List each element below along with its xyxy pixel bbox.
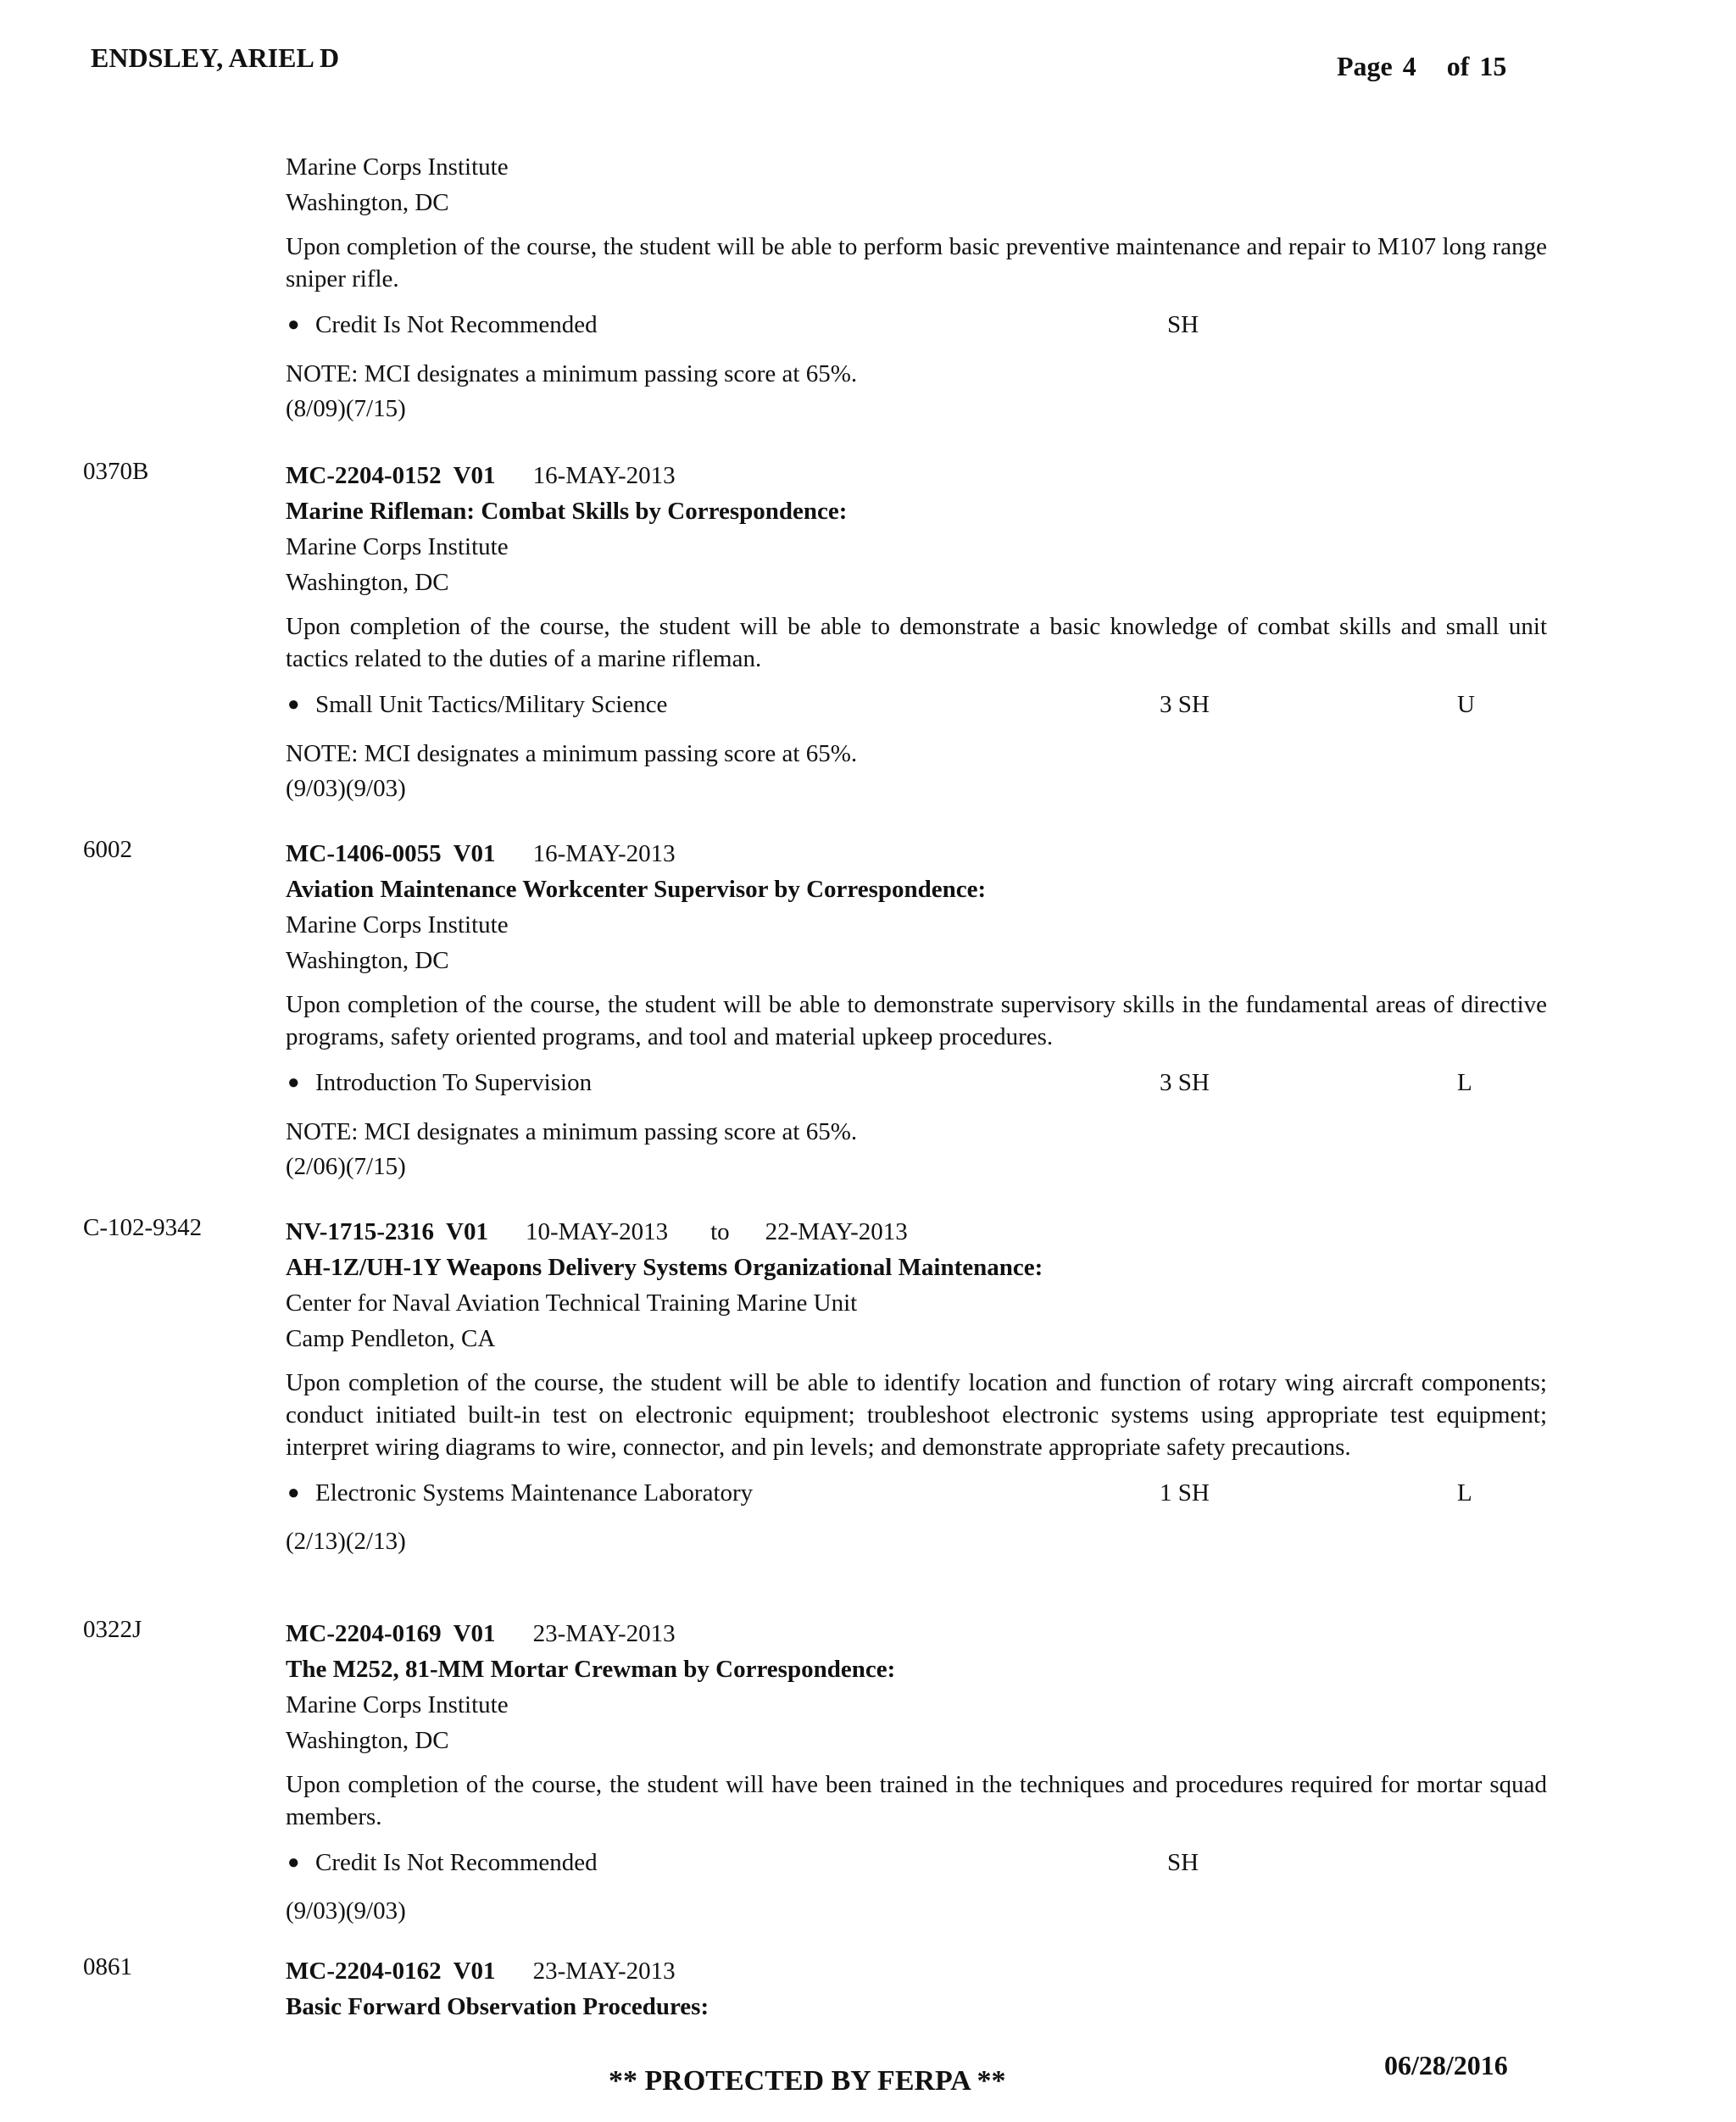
- credit-name: Credit Is Not Recommended: [315, 1849, 598, 1876]
- course-id-line: [286, 1214, 1547, 1250]
- credit-hours: 3 SH: [1160, 1069, 1210, 1096]
- course-school: Marine Corps Institute: [286, 153, 509, 181]
- course-description: Upon completion of the course, the student will be able to demonstrate a basic knowledge of combat skills and small unit tactics related to the duties of a marine rifleman.: [286, 613, 1547, 672]
- credit-name: Credit Is Not Recommended: [315, 311, 598, 338]
- page-total: of 15: [1446, 51, 1507, 81]
- course-id-line: [286, 1953, 1547, 1989]
- student-name: ENDSLEY, ARIEL D: [91, 42, 340, 73]
- course-code: 0370B: [83, 458, 149, 485]
- course-location: Washington, DC: [286, 189, 449, 216]
- course-location: Washington, DC: [286, 569, 449, 596]
- credit-name: Small Unit Tactics/Military Science: [315, 691, 668, 718]
- course-id-line: [286, 836, 1547, 872]
- course-note: NOTE: MCI designates a minimum passing score at 65%.: [286, 1118, 858, 1145]
- bullet-icon: ●: [287, 693, 300, 716]
- course-note: NOTE: MCI designates a minimum passing score at 65%.: [286, 740, 858, 767]
- course-id: MC-1406-0055 V01: [286, 840, 496, 867]
- credit-hours: SH: [1167, 1849, 1199, 1876]
- course-title: Aviation Maintenance Workcenter Supervisor by Correspondence:: [286, 876, 987, 903]
- bullet-icon: ●: [287, 1482, 300, 1504]
- course-id: MC-2204-0169 V01: [286, 1620, 496, 1647]
- course-title: AH-1Z/UH-1Y Weapons Delivery Systems Organizational Maintenance:: [286, 1254, 1043, 1281]
- course-revision: (2/13)(2/13): [286, 1528, 406, 1555]
- course-title: The M252, 81-MM Mortar Crewman by Correspondence:: [286, 1656, 896, 1683]
- date-range-separator: to: [710, 1218, 730, 1245]
- credit-name: Introduction To Supervision: [315, 1069, 593, 1096]
- credit-recommendation: [286, 304, 1547, 346]
- course-description: Upon completion of the course, the student will be able to perform basic preventive maintenance and repair to M107 long range sniper rifle.: [286, 233, 1547, 292]
- course-date: 16-MAY-2013: [532, 462, 676, 489]
- course-description: Upon completion of the course, the student will have been trained in the techniques and procedures required for mortar squad members.: [286, 1771, 1547, 1830]
- credit-level: U: [1457, 691, 1475, 718]
- course-id-line: [286, 458, 1547, 493]
- course-school: Marine Corps Institute: [286, 1691, 509, 1718]
- course-school: Center for Naval Aviation Technical Training Marine Unit: [286, 1289, 858, 1317]
- bullet-icon: ●: [287, 1852, 300, 1874]
- credit-recommendation: [286, 1061, 1547, 1104]
- course-location: Camp Pendleton, CA: [286, 1325, 496, 1352]
- course-revision: (9/03)(9/03): [286, 775, 406, 802]
- course-end-date: 22-MAY-2013: [765, 1218, 908, 1245]
- course-id: NV-1715-2316 V01: [286, 1218, 488, 1245]
- page-number: Page 4: [1337, 51, 1416, 81]
- course-id: MC-2204-0152 V01: [286, 462, 496, 489]
- course-date: 23-MAY-2013: [532, 1958, 676, 1985]
- course-code: 0322J: [83, 1616, 142, 1643]
- course-description: Upon completion of the course, the student will be able to identify location and function of rotary wing aircraft components; conduct initiated built-in test on electronic equipment; troubleshoot electronic systems using appropriate test equipment; interpret wiring diagrams to wire, connector, and pin levels; and demonstrate appropriate safety precautions.: [286, 1369, 1547, 1461]
- credit-recommendation: [286, 1472, 1547, 1514]
- course-code: C-102-9342: [83, 1214, 203, 1241]
- course-revision: (2/06)(7/15): [286, 1153, 406, 1180]
- course-title: Basic Forward Observation Procedures:: [286, 1993, 709, 2020]
- credit-hours: SH: [1167, 311, 1199, 338]
- page-indicator: [1337, 51, 1506, 82]
- bullet-icon: ●: [287, 1072, 300, 1094]
- course-date: 23-MAY-2013: [532, 1620, 676, 1647]
- course-description: Upon completion of the course, the student will be able to demonstrate supervisory skills in the fundamental areas of directive programs, safety oriented programs, and tool and material upkeep procedures.: [286, 991, 1547, 1050]
- course-title: Marine Rifleman: Combat Skills by Correspondence:: [286, 498, 848, 525]
- credit-hours: 1 SH: [1160, 1479, 1210, 1507]
- credit-name: Electronic Systems Maintenance Laboratory: [315, 1479, 754, 1507]
- course-location: Washington, DC: [286, 947, 449, 974]
- course-id-line: [286, 1616, 1547, 1651]
- credit-level: L: [1457, 1069, 1472, 1096]
- course-revision: (8/09)(7/15): [286, 395, 406, 422]
- course-date: 16-MAY-2013: [532, 840, 676, 867]
- course-code: 0861: [83, 1953, 132, 1980]
- ferpa-notice: ** PROTECTED BY FERPA **: [609, 2065, 1006, 2097]
- course-school: Marine Corps Institute: [286, 533, 509, 560]
- course-note: NOTE: MCI designates a minimum passing score at 65%.: [286, 360, 858, 387]
- credit-hours: 3 SH: [1160, 691, 1210, 718]
- course-code: 6002: [83, 836, 132, 863]
- bullet-icon: ●: [287, 314, 300, 336]
- course-start-date: 10-MAY-2013: [525, 1218, 669, 1245]
- print-date: 06/28/2016: [1384, 2050, 1508, 2080]
- credit-level: L: [1457, 1479, 1472, 1507]
- course-id: MC-2204-0162 V01: [286, 1958, 496, 1985]
- credit-recommendation: [286, 1841, 1547, 1884]
- course-revision: (9/03)(9/03): [286, 1897, 406, 1924]
- course-school: Marine Corps Institute: [286, 911, 509, 938]
- course-location: Washington, DC: [286, 1727, 449, 1754]
- credit-recommendation: [286, 683, 1547, 726]
